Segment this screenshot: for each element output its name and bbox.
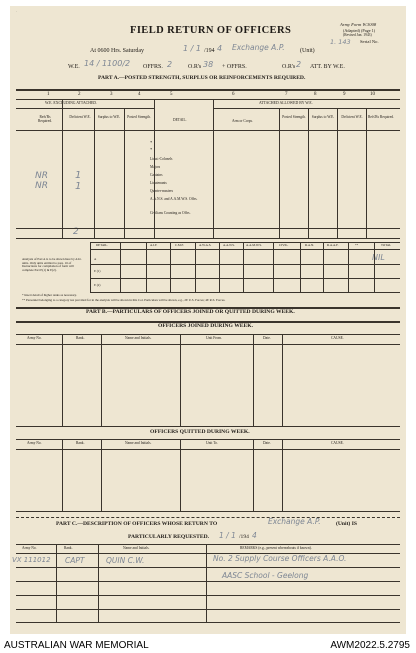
analysis-row-label: E (1) <box>94 269 101 273</box>
detail-header: DETAIL. <box>173 118 187 122</box>
col-number: 1 <box>47 92 50 97</box>
rule <box>219 242 220 292</box>
rule <box>16 334 400 335</box>
rule <box>366 108 367 238</box>
serial-label: Serial No. <box>360 39 379 44</box>
analysis-col-header: A.A.M.W.S. <box>246 243 262 247</box>
joined-title: OFFICERS JOINED DURING WEEK. <box>158 323 254 329</box>
rule <box>146 242 147 292</box>
part-c-unit-label: (Unit) IS <box>336 521 357 527</box>
rank-label: Captains <box>150 173 163 177</box>
rule <box>124 108 125 238</box>
rule <box>16 344 400 345</box>
analysis-col-header: CIVIL. <box>279 243 289 247</box>
joined-col-header: Date. <box>263 336 271 340</box>
entry-remarks-2: AASC School - Geelong <box>222 571 309 580</box>
col-header: Surplus to W.E. <box>97 115 121 119</box>
margin-note: · <box>16 10 18 14</box>
analysis-col-header: C.M.F. <box>175 243 184 247</box>
col-number: 2 <box>78 92 81 97</box>
rule <box>279 108 280 238</box>
col-header: Deficient W.E. <box>69 115 91 119</box>
entry-remarks-1: No. 2 Supply Course Officers A.A.O. <box>213 554 347 563</box>
att-label: ATT. BY W.E. <box>310 64 345 70</box>
rule <box>62 99 63 238</box>
handwritten-total: 2 <box>73 227 79 237</box>
quitted-col-header: Rank. <box>76 441 85 445</box>
ors2-value: 2 <box>296 60 302 69</box>
handwritten-entry: NR <box>35 181 48 191</box>
col-header: Refs'Rs Required. <box>37 115 53 123</box>
rule <box>16 511 400 512</box>
form-number-revised: (Revised Jan. 1943) <box>343 33 372 37</box>
handwritten-total-nil: NIL <box>372 253 385 262</box>
rule <box>16 99 400 100</box>
rank-label: Majors <box>150 165 161 169</box>
col-number: 10 <box>370 92 375 97</box>
quitted-col-header: Army No. <box>27 441 42 445</box>
attached-allowed-heading: ATTACHED ALLOWED BY W.E. <box>259 101 313 105</box>
analysis-col-header: ** <box>355 243 359 247</box>
rule <box>62 334 63 426</box>
rule <box>206 544 207 622</box>
form-number: Army Form W.3008 <box>340 22 377 27</box>
date-line-label: At 0600 Hrs. Saturday <box>90 48 144 54</box>
rank-label: Lieutenants <box>150 181 167 185</box>
col-header: Surplus to W.E. <box>311 115 335 119</box>
col-number: 5 <box>170 92 173 97</box>
rule <box>282 334 283 426</box>
rank-star: * <box>150 147 153 152</box>
joined-col-header: Name and Initials. <box>125 336 152 340</box>
rule <box>16 595 400 596</box>
rule <box>16 544 400 545</box>
rule <box>16 228 400 229</box>
rule <box>195 242 196 292</box>
form-title: FIELD RETURN OF OFFICERS <box>130 25 292 36</box>
ors-label: O.R's <box>188 64 202 70</box>
rule <box>282 439 283 511</box>
rule <box>90 242 91 292</box>
rule <box>180 439 181 511</box>
form-number-adapted: (Adapted) (Page 1) <box>343 28 376 33</box>
offrs-label: OFFRS. <box>143 64 163 70</box>
col-header: Posted Strength. <box>282 115 306 119</box>
part-c-requested: PARTICULARLY REQUESTED. <box>128 534 210 540</box>
part-c-title: PART C.—DESCRIPTION OF OFFICERS WHOSE RETURN TO <box>56 521 218 527</box>
date-value: 1 / 1 <box>183 44 201 53</box>
rule <box>348 242 349 292</box>
offrs-value: 2 <box>167 60 173 69</box>
handwritten-entry: 1 <box>75 181 82 192</box>
analysis-row-label: A <box>94 257 97 261</box>
handwritten-entry: 1 <box>75 170 82 181</box>
rule <box>16 89 400 91</box>
footer-accession: AWM2022.5.2795 <box>330 640 410 651</box>
rank-label: Quarter-masters <box>150 189 174 193</box>
rule <box>180 334 181 426</box>
rank-label: Lieut.-Colonels <box>150 157 173 161</box>
part-c-col-header: Rank. <box>64 546 73 550</box>
analysis-col-header: R.A.A.F. <box>327 243 339 247</box>
unit-value: Exchange A.P. <box>232 43 285 52</box>
part-c-year-value: 4 <box>252 531 257 540</box>
footnote-2: ** Personnel belonging to a category not provided for in the analysis will be shown in this Col. Particulars will be shown, e.g., 2E U.S. Forces; 4E R.S. Forces. <box>22 298 226 302</box>
analysis-col-header: A.A.N.S. <box>223 243 235 247</box>
joined-col-header: Unit From. <box>206 336 222 340</box>
footer-credit: AUSTRALIAN WAR MEMORIAL <box>4 640 149 651</box>
serial-value: 1. 143 <box>330 38 351 46</box>
form-sheet <box>10 6 406 634</box>
rule <box>323 242 324 292</box>
ors-value: 38 <box>203 60 214 69</box>
joined-col-header: Army No. <box>27 336 42 340</box>
rule <box>16 426 400 427</box>
we-value: 14 / 1100/2 <box>84 59 131 68</box>
handwritten-entry: NR <box>35 171 48 181</box>
rank-label: A.A.N.S. and A.A.M.W.S. Offrs. <box>150 197 198 201</box>
rule <box>120 242 121 292</box>
quitted-col-header: Name and Initials. <box>125 441 152 445</box>
rule <box>308 108 309 238</box>
col-header: Refs'Rs Required. <box>368 115 395 119</box>
quitted-col-header: Unit To. <box>206 441 218 445</box>
rule <box>273 242 274 292</box>
rule <box>253 439 254 511</box>
plus-offrs-label: + OFFRS. <box>222 64 247 70</box>
unit-label: (Unit) <box>300 48 315 54</box>
rule <box>253 334 254 426</box>
rule <box>16 567 400 568</box>
part-c-unit-value: Exchange A.P. <box>268 517 321 526</box>
rule <box>16 622 400 623</box>
col-number: 3 <box>110 92 113 97</box>
analysis-col-header: DETAIL. <box>96 243 109 247</box>
rule <box>337 108 338 238</box>
we-label: W.E. <box>68 64 80 70</box>
quitted-col-header: CAUSE. <box>331 441 344 445</box>
col-number: 8 <box>314 92 317 97</box>
col-header: Posted Strength. <box>127 115 151 119</box>
rule <box>16 581 400 582</box>
col-number: 7 <box>285 92 288 97</box>
rule <box>170 242 171 292</box>
rule <box>90 278 400 279</box>
joined-col-header: Rank. <box>76 336 85 340</box>
analysis-col-header: A.W.A.S. <box>199 243 212 247</box>
rule <box>213 108 400 109</box>
analysis-row-label: E (2) <box>94 283 101 287</box>
part-c-date: 1 / 1 <box>219 531 236 540</box>
rule <box>98 544 99 622</box>
footnote-1: * Insert detail of higher ranks as necessary. <box>22 293 77 297</box>
part-c-col-header: REMARKS (e.g., present whereabouts if known). <box>240 546 312 550</box>
rule <box>101 334 102 426</box>
rule <box>94 108 95 238</box>
rule <box>16 238 400 239</box>
col-number: 6 <box>232 92 235 97</box>
entry-name: QUIN C.W. <box>106 556 145 565</box>
analysis-col-header: A.I.F. <box>150 243 158 247</box>
joined-col-header: CAUSE. <box>331 336 344 340</box>
rank-label: Civilians Counting as Offrs. <box>150 211 191 215</box>
rule <box>16 108 154 109</box>
analysis-instructions: Analysis of Part A is to be shown here by ALL units. Only units entitled to para. 16 of Instructions for compilation of form will complete Part E(1) & E(2). <box>22 257 82 273</box>
part-c-year: /194 <box>239 534 249 540</box>
part-b-title: PART B.—PARTICULARS OF OFFICERS JOINED OR QUITTED DURING WEEK. <box>86 309 295 315</box>
entry-army-no: VX 111012 <box>12 556 51 564</box>
we-excluding-heading: W.E. EXCLUDING ATTACHED. <box>45 101 97 105</box>
rule <box>243 242 244 292</box>
quitted-col-header: Date. <box>263 441 271 445</box>
rule <box>374 242 375 292</box>
part-c-col-header: Army No. <box>22 546 37 550</box>
quitted-title: OFFICERS QUITTED DURING WEEK. <box>150 429 250 435</box>
rule <box>16 439 400 440</box>
arm-or-corps-header: Arm or Corps. <box>232 119 253 123</box>
rank-star: * <box>150 140 153 145</box>
rule <box>300 242 301 292</box>
part-c-col-header: Name and Initials. <box>123 546 150 550</box>
analysis-col-header: TOTAL <box>381 243 392 247</box>
part-a-title: PART A.—POSTED STRENGTH, SURPLUS OR REINFORCEMENTS REQUIRED. <box>98 75 306 81</box>
rule <box>16 449 400 450</box>
entry-rank: CAPT <box>65 556 85 565</box>
rule <box>101 439 102 511</box>
analysis-col-header: R.A.N. <box>305 243 315 247</box>
col-number: 4 <box>138 92 141 97</box>
rule <box>62 439 63 511</box>
rule <box>90 264 400 265</box>
rule <box>16 130 400 131</box>
rule <box>213 99 214 238</box>
year-label: /194 <box>204 48 215 54</box>
col-header: Deficient W.E. <box>341 115 363 119</box>
rule <box>16 517 400 518</box>
col-number: 9 <box>343 92 346 97</box>
rule <box>90 292 400 293</box>
rule <box>90 249 400 250</box>
year-value: 4 <box>217 44 223 53</box>
rule <box>56 544 57 622</box>
rule <box>16 609 400 610</box>
rule <box>154 99 155 238</box>
ors2-label: O.R's <box>282 64 296 70</box>
rule <box>90 242 400 243</box>
